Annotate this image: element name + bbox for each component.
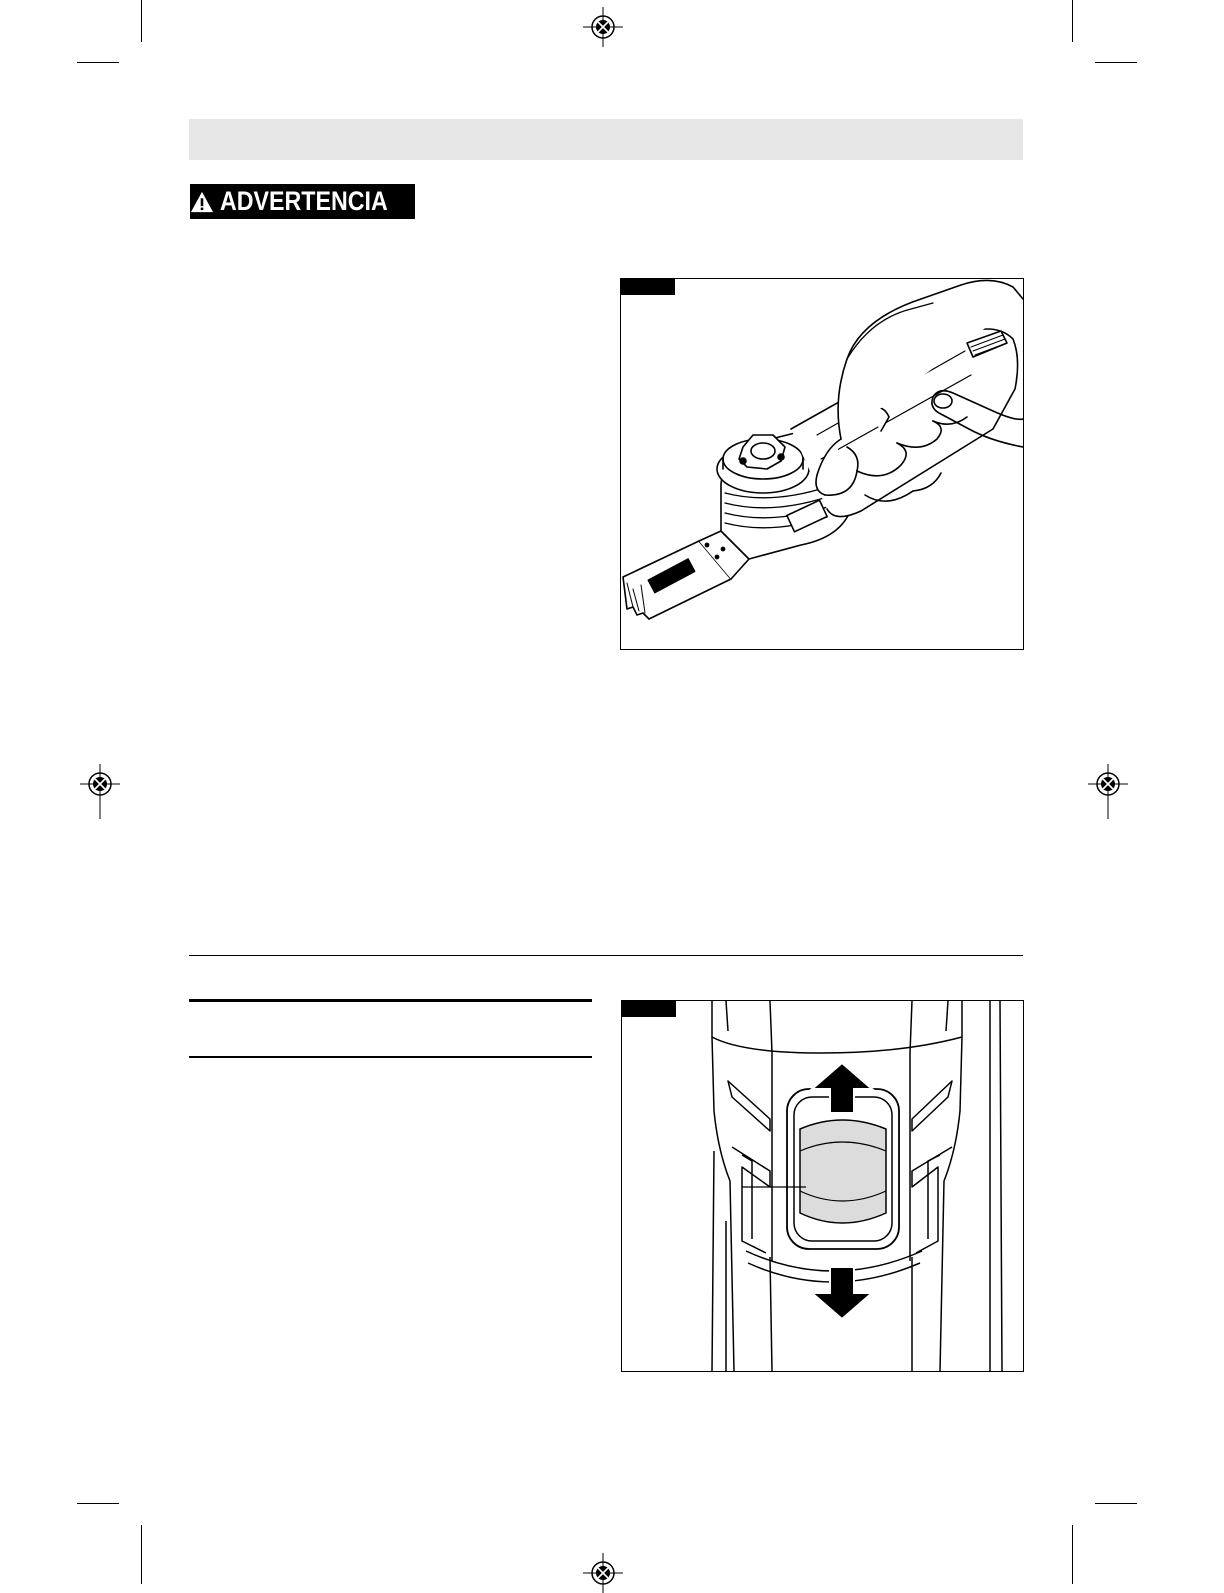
registration-mark-icon [80, 764, 120, 819]
crop-mark [1095, 1503, 1137, 1504]
slide-switch-illustration [622, 1001, 1023, 1371]
crop-mark [77, 1503, 119, 1504]
arrow-down-icon [812, 1267, 872, 1319]
warning-triangle-icon [190, 190, 214, 214]
crop-mark [141, 1525, 142, 1584]
warning-badge [190, 184, 415, 219]
crop-mark [1072, 1525, 1073, 1584]
figure-hand-grip [620, 278, 1024, 650]
crop-mark [141, 0, 142, 42]
section-divider [189, 955, 1023, 956]
crop-mark [1095, 62, 1137, 63]
figure-switch [621, 1000, 1024, 1372]
oscillating-tool-illustration [621, 279, 1023, 649]
section-header-bar [189, 119, 1023, 160]
crop-mark [1072, 0, 1073, 42]
warning-label: ADVERTENCIA [219, 186, 388, 216]
subsection-rule-bottom [189, 1056, 592, 1058]
registration-mark-icon [583, 1553, 623, 1593]
subsection-rule-top [189, 999, 592, 1002]
registration-mark-icon [583, 7, 623, 47]
crop-mark [77, 62, 119, 63]
registration-mark-icon [1088, 764, 1128, 819]
